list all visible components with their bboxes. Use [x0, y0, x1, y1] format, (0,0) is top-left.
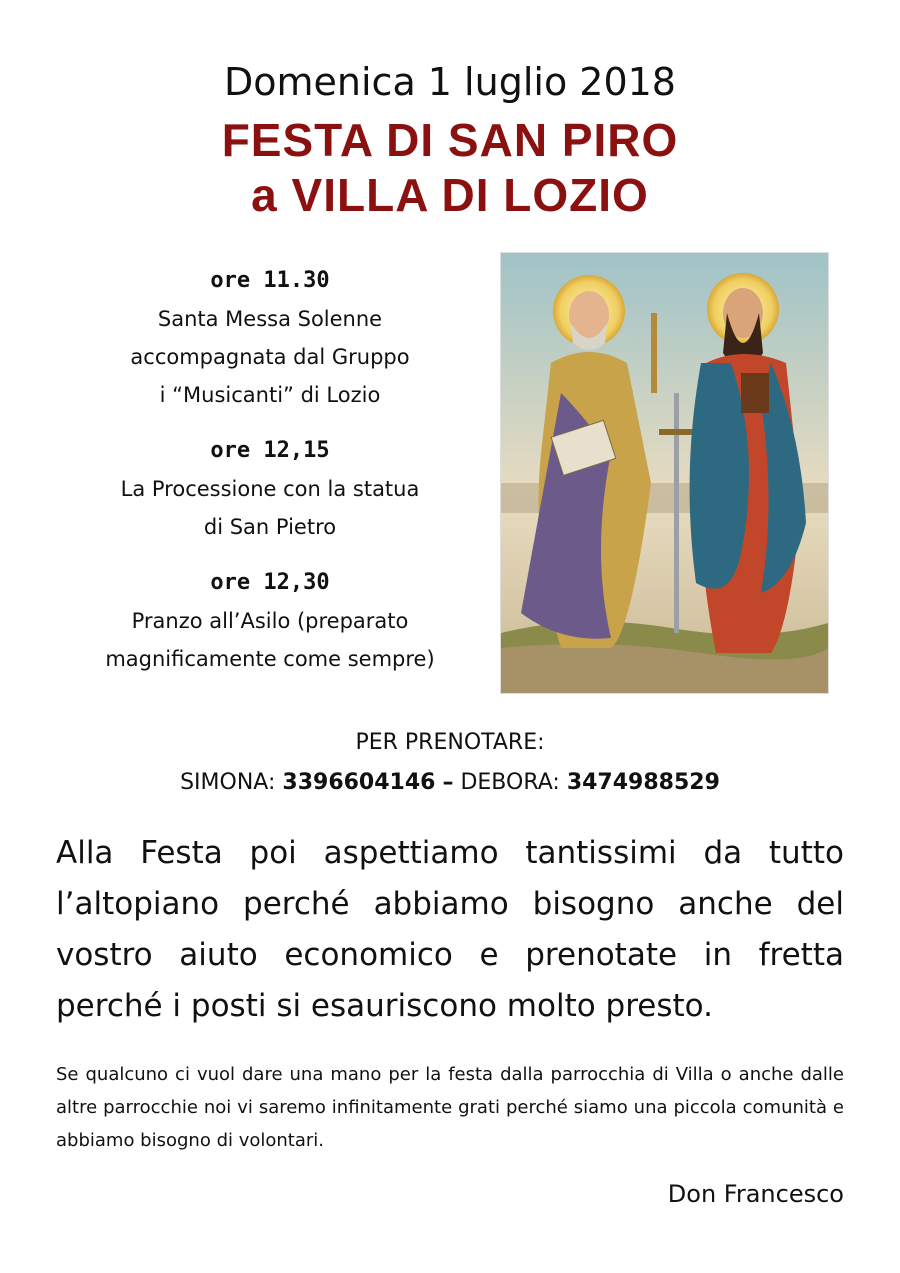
- booking-contacts: [0, 763, 900, 803]
- signature: Don Francesco: [667, 1180, 844, 1208]
- event-date: Domenica 1 luglio 2018: [224, 60, 676, 104]
- appeal-paragraph: Alla Festa poi aspettiamo tantissimi da tutto l’altopiano perché abbiamo bisogno anche del vostro aiuto economico e prenotate in fretta perché i posti si esauriscono molto presto.: [56, 835, 844, 1024]
- schedule-line: magnificamente come sempre): [105, 647, 435, 671]
- schedule-item-procession: [70, 432, 470, 546]
- schedule-line: Santa Messa Solenne: [157, 307, 383, 331]
- schedule-line: i “Musicanti” di Lozio: [159, 383, 381, 407]
- schedule: [70, 262, 470, 696]
- contact-phone: 3396604146: [282, 770, 436, 795]
- volunteer-note: Se qualcuno ci vuol dare una mano per la festa dalla parrocchia di Villa o anche dalle altre parrocchie noi vi saremo infinitamente grati perché siamo una piccola comunità e abbiamo bisogno di volontari.: [56, 1064, 844, 1151]
- schedule-line: accompagnata dal Gruppo: [130, 345, 410, 369]
- saints-painting: [500, 252, 829, 694]
- event-location: a VILLA DI LOZIO: [251, 169, 649, 221]
- schedule-item-lunch: [70, 564, 470, 678]
- contact-separator: –: [442, 770, 454, 795]
- event-title: FESTA DI SAN PIRO: [221, 114, 679, 166]
- schedule-time: ore 11.30: [210, 268, 330, 293]
- contact-name: SIMONA:: [180, 770, 276, 795]
- schedule-time: ore 12,30: [210, 570, 330, 595]
- contact-name: DEBORA:: [460, 770, 560, 795]
- schedule-item-mass: [70, 262, 470, 414]
- booking-heading: PER PRENOTARE:: [355, 730, 545, 755]
- schedule-time: ore 12,15: [210, 438, 330, 463]
- contact-phone: 3474988529: [566, 770, 720, 795]
- schedule-line: Pranzo all’Asilo (preparato: [131, 609, 409, 633]
- schedule-line: La Processione con la statua: [120, 477, 420, 501]
- schedule-line: di San Pietro: [203, 515, 337, 539]
- booking-info: [0, 723, 900, 803]
